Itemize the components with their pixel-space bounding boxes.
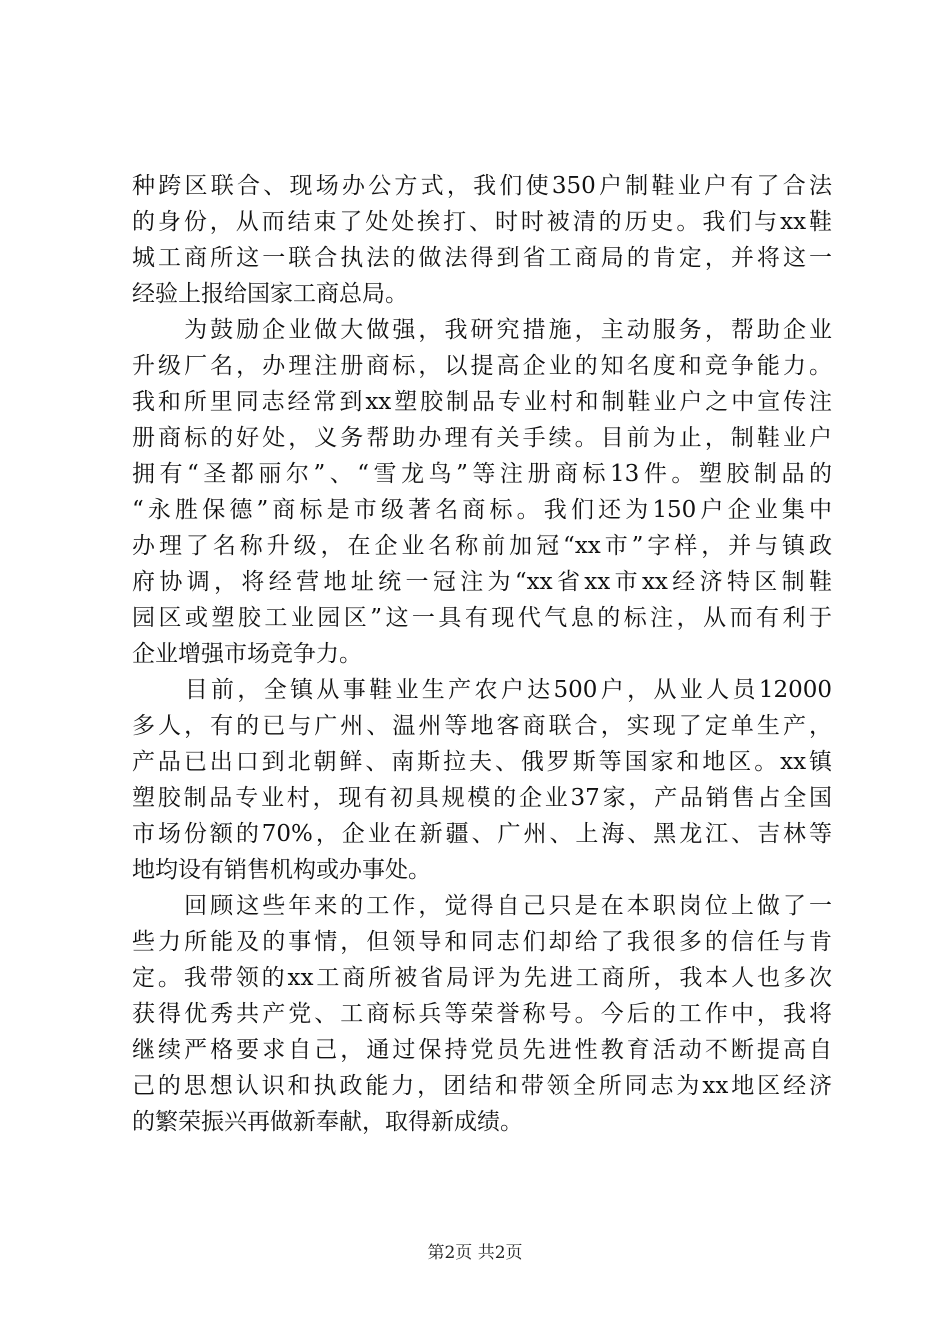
text-line: 为鼓励企业做大做强，我研究措施，主动服务，帮助企业 xyxy=(132,317,832,343)
text-line: 拥有“圣都丽尔”、“雪龙鸟”等注册商标13件。塑胶制品的 xyxy=(132,461,832,487)
text-line: 园区或塑胶工业园区”这一具有现代气息的标注，从而有利于 xyxy=(132,605,832,631)
text-line: 的繁荣振兴再做新奉献，取得新成绩。 xyxy=(132,1109,523,1135)
text-line: 企业增强市场竞争力。 xyxy=(132,641,362,667)
text-line: 府协调，将经营地址统一冠注为“xx省xx市xx经济特区制鞋 xyxy=(132,569,832,595)
text-line: 升级厂名，办理注册商标，以提高企业的知名度和竞争能力。 xyxy=(132,353,832,379)
text-line: 经验上报给国家工商总局。 xyxy=(132,281,408,307)
text-line: 的身份，从而结束了处处挨打、时时被清的历史。我们与xx鞋 xyxy=(132,209,832,235)
text-line: 定。我带领的xx工商所被省局评为先进工商所，我本人也多次 xyxy=(132,965,832,991)
page-footer: 第2页 共2页 xyxy=(427,1243,523,1263)
text-line: 产品已出口到北朝鲜、南斯拉夫、俄罗斯等国家和地区。xx镇 xyxy=(132,749,832,775)
text-line: 回顾这些年来的工作，觉得自己只是在本职岗位上做了一 xyxy=(132,893,832,919)
text-line: 种跨区联合、现场办公方式，我们使350户制鞋业户有了合法 xyxy=(132,173,832,199)
text-line: 塑胶制品专业村，现有初具规模的企业37家，产品销售占全国 xyxy=(132,785,832,811)
text-line: 继续严格要求自己，通过保持党员先进性教育活动不断提高自 xyxy=(132,1037,832,1063)
text-line: 获得优秀共产党、工商标兵等荣誉称号。今后的工作中，我将 xyxy=(132,1001,832,1027)
text-line: “永胜保德”商标是市级著名商标。我们还为150户企业集中 xyxy=(132,497,832,523)
text-line: 多人，有的已与广州、温州等地客商联合，实现了定单生产， xyxy=(132,713,832,739)
text-line: 我和所里同志经常到xx塑胶制品专业村和制鞋业户之中宣传注 xyxy=(132,389,832,415)
text-line: 城工商所这一联合执法的做法得到省工商局的肯定，并将这一 xyxy=(132,245,832,271)
text-line: 目前，全镇从事鞋业生产农户达500户，从业人员12000 xyxy=(132,677,832,703)
text-line: 册商标的好处，义务帮助办理有关手续。目前为止，制鞋业户 xyxy=(132,425,832,451)
document-body xyxy=(132,168,832,1140)
text-line: 市场份额的70%，企业在新疆、广州、上海、黑龙江、吉林等 xyxy=(132,821,832,847)
text-line: 己的思想认识和执政能力，团结和带领全所同志为xx地区经济 xyxy=(132,1073,832,1099)
text-line: 些力所能及的事情，但领导和同志们却给了我很多的信任与肯 xyxy=(132,929,832,955)
text-line: 办理了名称升级，在企业名称前加冠“xx市”字样，并与镇政 xyxy=(132,533,832,559)
text-line: 地均设有销售机构或办事处。 xyxy=(132,857,431,883)
